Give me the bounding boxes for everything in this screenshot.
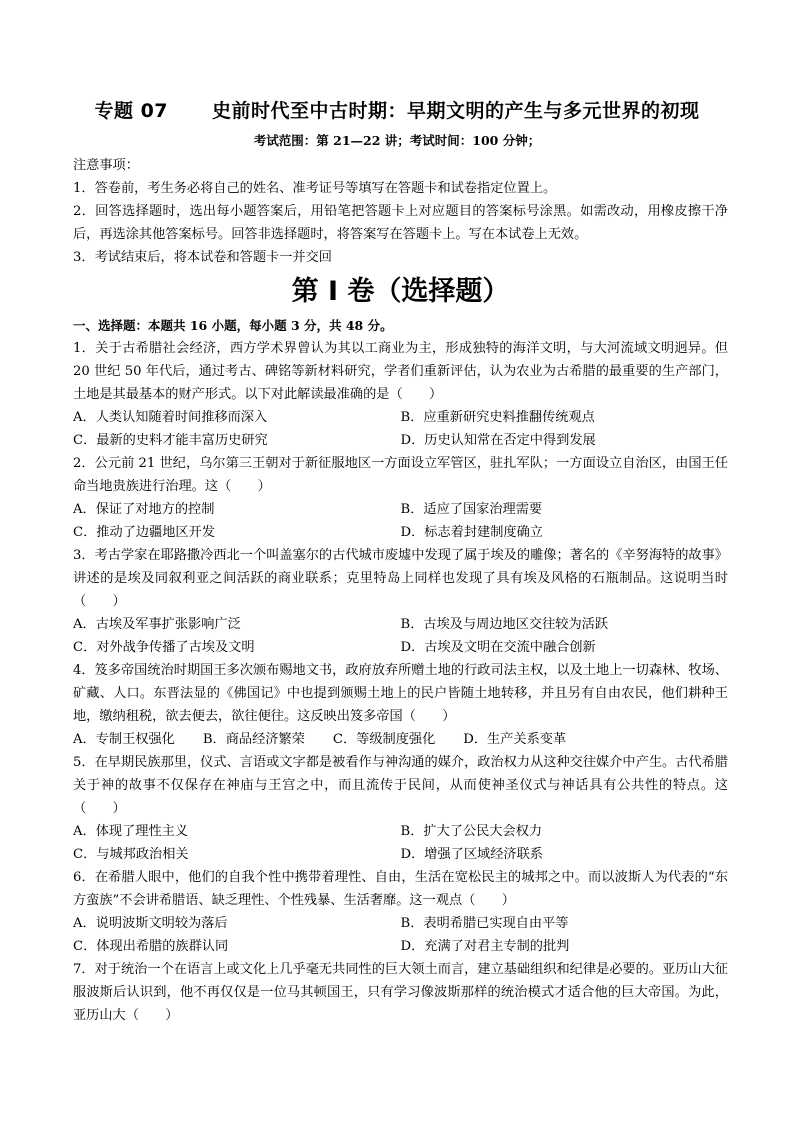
question-2-options [73,498,728,521]
option-b: B．适应了国家治理需要 [400,502,543,517]
option-c: C．体现出希腊的族群认同 [73,939,229,954]
question-6-stem: 6．在希腊人眼中，他们的自我个性中携带着理性、自由，生活在宽松民主的城邦之中。而以波斯人为代表的“东方蛮族”不会讲希腊语、缺乏理性、个性残暴、生活奢靡。这一观点（ ） [73,870,728,908]
question-6-options-row2 [73,935,728,958]
option-c: C．最新的史料才能丰富历史研究 [73,433,268,448]
option-b: B．扩大了公民大会权力 [400,824,543,839]
question-7-stem: 7．对于统治一个在语言上或文化上几乎毫无共同性的巨大领土而言，建立基础组织和纪律是必要的。亚历山大征服波斯后认识到，他不再仅仅是一位马其顿国王，只有学习像波斯那样的统治模式才适合他的巨大帝国。为此，亚历山大（ ） [73,962,728,1023]
notice-item-3: 3．考试结束后，将本试卷和答题卡一并交回 [73,250,332,265]
option-a: A．人类认知随着时间推移而深入 [73,410,268,425]
option-a: A．专制王权强化 [73,732,175,747]
topic-title: 史前时代至中古时期：早期文明的产生与多元世界的初现 [212,100,700,122]
topic-code: 专题 07 [94,100,169,122]
question-5-options [73,820,728,843]
option-d: D．增强了区域经济联系 [400,847,543,862]
question-1-options [73,406,728,429]
option-a: A．体现了理性主义 [73,824,189,839]
option-b: B．古埃及与周边地区交往较为活跃 [400,617,609,632]
exam-content [73,154,728,1027]
section-heading: 一、选择题：本题共 16 小题，每小题 3 分，共 48 分。 [73,318,393,333]
question-4-options [73,728,728,751]
question-3-options-row2 [73,636,728,659]
option-c: C．等级制度强化 [332,732,436,747]
option-a: A．说明波斯文明较为落后 [73,916,228,931]
option-c: C．与城邦政治相关 [73,847,189,862]
question-3-options [73,613,728,636]
option-d: D．充满了对君主专制的批判 [400,939,570,954]
option-b: B．商品经济繁荣 [202,732,305,747]
page-title [0,96,794,123]
option-d: D．标志着封建制度确立 [400,525,543,540]
question-5-stem: 5．在早期民族那里，仪式、言语或文字都是被看作与神沟通的媒介，政治权力从这种交往媒介中产生。古代希腊关于神的故事不仅保存在神庙与王宫之中，而且流传于民间，从而使神圣仪式与神话具有公共性的特点。这（ ） [73,755,728,816]
question-4-stem: 4．笈多帝国统治时期国王多次颁布赐地文书，政府放弃所赠土地的行政司法主权，以及土地上一切森林、牧场、矿藏、人口。东晋法显的《佛国记》中也提到颁赐土地上的民户皆随土地转移，并且另有自由农民，他们耕种王地，缴纳租税，欲去便去，欲往便往。这反映出笈多帝国（ ） [73,663,728,724]
option-b: B．应重新研究史料推翻传统观点 [400,410,595,425]
option-d: D．历史认知常在否定中得到发展 [400,433,596,448]
option-a: A．保证了对地方的控制 [73,502,215,517]
question-1-stem: 1．关于古希腊社会经济，西方学术界曾认为其以工商业为主，形成独特的海洋文明，与大河流域文明迥异。但 20 世纪 50 年代后，通过考古、碑铭等新材料研究，学者们重新评估，认为农业为古希腊的最重要的生产部门，土地是其最基本的财产形式。以下对此解读最准确的是（ ） [73,341,728,402]
notice-item-1: 1．答卷前，考生务必将自己的姓名、准考证号等填写在答题卡和试卷指定位置上。 [73,181,557,196]
option-d: D．古埃及文明在交流中融合创新 [400,640,596,655]
option-b: B．表明希腊已实现自由平等 [400,916,569,931]
question-6-options [73,912,728,935]
option-d: D．生产关系变革 [463,732,567,747]
question-2-stem: 2．公元前 21 世纪，乌尔第三王朝对于新征服地区一方面设立军管区，驻扎军队；一方面设立自治区，由国王任命当地贵族进行治理。这（ ） [73,456,728,494]
question-2-options-row2 [73,521,728,544]
question-5-options-row2 [73,843,728,866]
option-c: C．推动了边疆地区开发 [73,525,215,540]
option-a: A．古埃及军事扩张影响广泛 [73,617,241,632]
notice-heading: 注意事项： [73,158,139,173]
question-1-options-row2 [73,429,728,452]
question-3-stem: 3．考古学家在耶路撒冷西北一个叫盖塞尔的古代城市废墟中发现了属于埃及的雕像；著名的《辛努海特的故事》讲述的是埃及同叙利亚之间活跃的商业联系；克里特岛上同样也发现了具有埃及风格的石瓶制品。这说明当时（ ） [73,548,728,609]
option-c: C．对外战争传播了古埃及文明 [73,640,255,655]
volume-title: 第 I 卷（选择题） [291,276,510,307]
notice-item-2: 2．回答选择题时，选出每小题答案后，用铅笔把答题卡上对应题目的答案标号涂黑。如需改动，用橡皮擦干净后，再选涂其他答案标号。回答非选择题时，将答案写在答题卡上。写在本试卷上无效。 [73,204,728,242]
exam-info: 考试范围：第 21—22 讲；考试时间：100 分钟； [253,133,541,148]
